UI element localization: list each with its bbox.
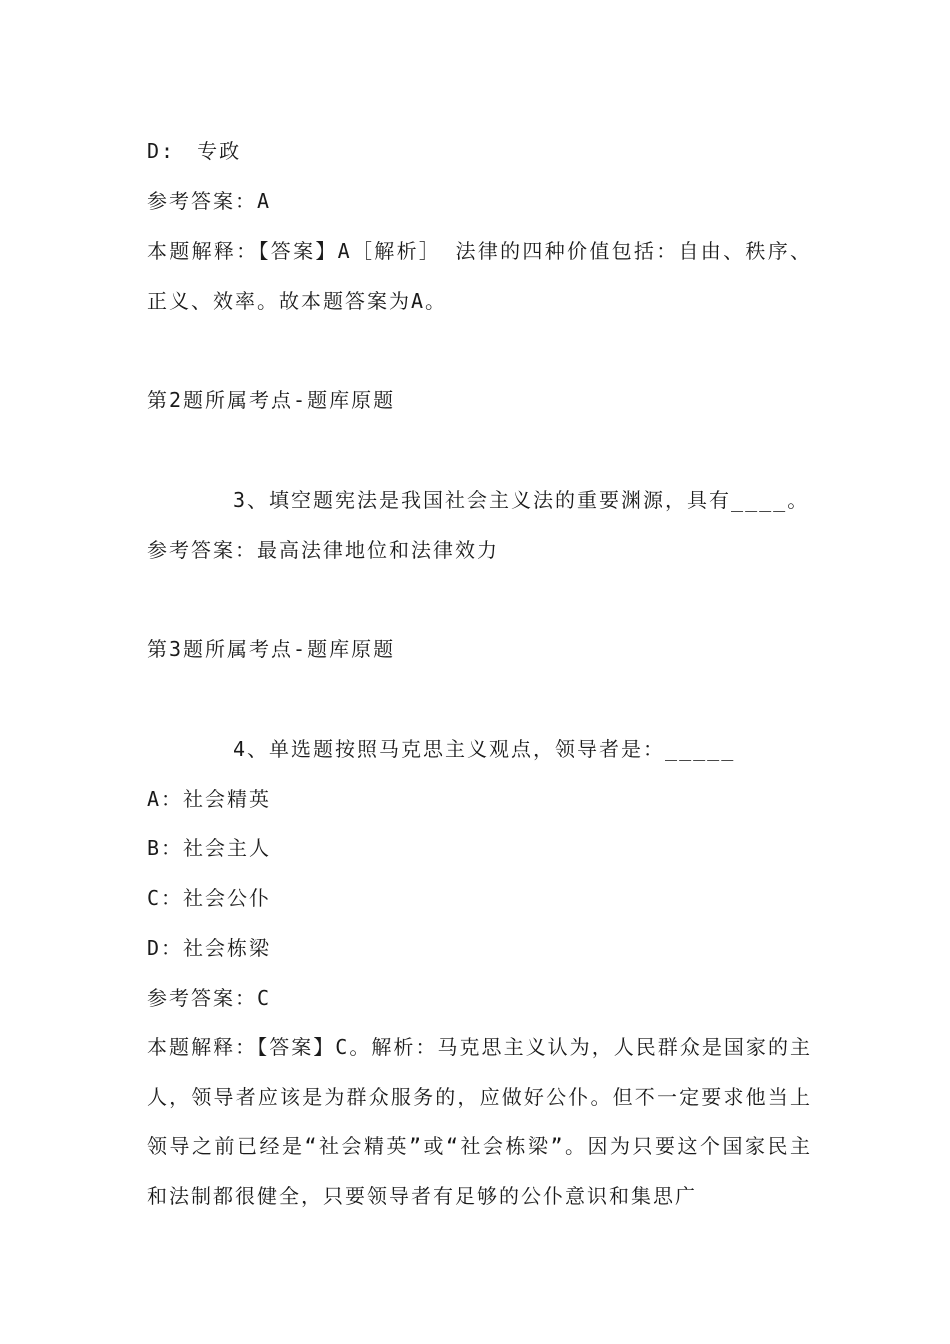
- option-a-text: A：社会精英: [147, 787, 272, 811]
- option-b-text: B：社会主人: [147, 836, 272, 860]
- option-d-text: D：社会栋梁: [147, 936, 272, 960]
- topic-label: 第2题所属考点-题库原题: [147, 388, 396, 412]
- question-text: 4、单选题按照马克思主义观点，领导者是：_____: [233, 737, 736, 761]
- explanation-text: 本题解释：【答案】C。解析：马克思主义认为，人民群众是国家的主人，领导者应该是为群众服务的，应做好公仆。但不一定要求他当上领导之前已经是“社会精英”或“社会栋梁”。因为只要这个国家民主和法制都很健全，只要领导者有足够的公仆意识和集思广: [147, 1035, 812, 1208]
- question-text: 3、填空题宪法是我国社会主义法的重要渊源，具有____。: [233, 488, 810, 512]
- answer-text: 参考答案：A: [147, 189, 272, 213]
- topic-label: 第3题所属考点-题库原题: [147, 637, 396, 661]
- answer-text: 参考答案：C: [147, 986, 272, 1010]
- option-d-text: D: 专政: [147, 139, 242, 163]
- explanation-text: 本题解释：【答案】A［解析］ 法律的四种价值包括：自由、秩序、正义、效率。故本题答案为A。: [147, 239, 812, 313]
- option-c-text: C：社会公仆: [147, 886, 272, 910]
- answer-text: 参考答案：最高法律地位和法律效力: [147, 538, 499, 562]
